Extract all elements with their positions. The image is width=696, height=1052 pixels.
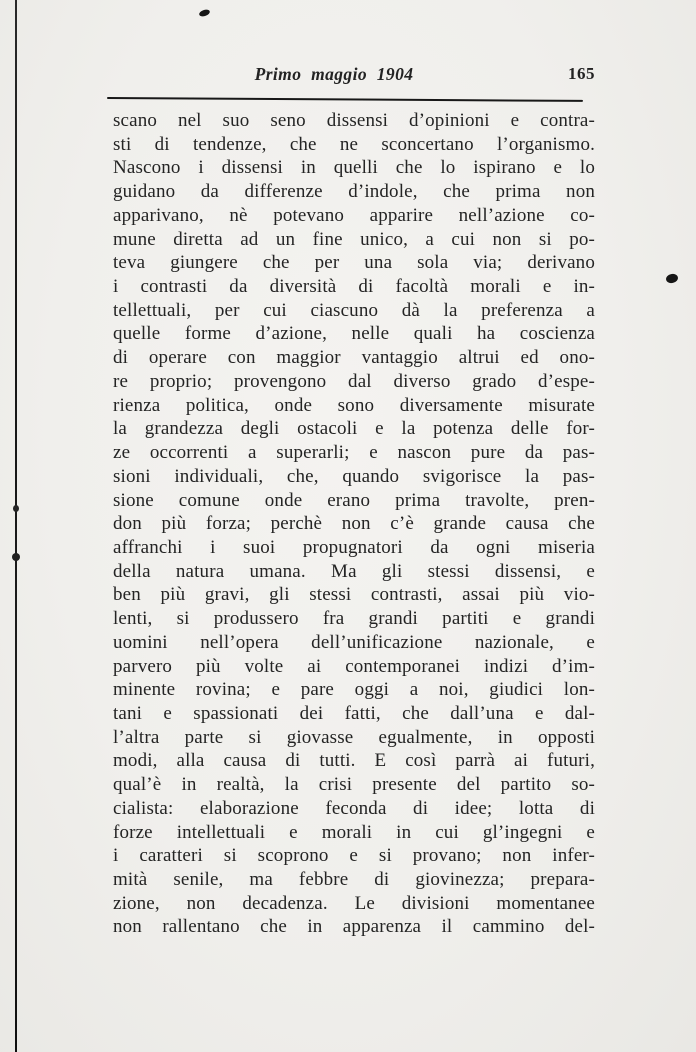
text-line: non rallentano che in apparenza il cammino del- xyxy=(113,916,595,938)
text-line: tani e spassionati dei fatti, che dall’una e dal- xyxy=(113,702,595,724)
text-line: sti di tendenze, che ne sconcertano l’organismo. xyxy=(113,133,595,155)
text-line: lenti, si produssero fra grandi partiti e grandi xyxy=(113,608,595,630)
text-line: qual’è in realtà, la crisi presente del partito so- xyxy=(113,774,595,796)
text-line: quelle forme d’azione, nelle quali ha coscienza xyxy=(113,323,595,345)
text-line: ze occorrenti a superarli; e nascon pure da pas- xyxy=(113,442,595,464)
text-line: cialista: elaborazione feconda di idee; lotta di xyxy=(113,797,595,819)
text-line: rienza politica, onde sono diversamente misurate xyxy=(113,394,595,416)
text-line: di operare con maggior vantaggio altrui ed ono- xyxy=(113,347,595,369)
body-text xyxy=(113,109,595,939)
header-rule xyxy=(107,97,583,102)
text-line: i contrasti da diversità di facoltà morali e in- xyxy=(113,276,595,298)
text-line: i caratteri si scoprono e si provano; non infer- xyxy=(113,845,595,867)
text-line: scano nel suo seno dissensi d’opinioni e contra- xyxy=(113,110,595,131)
text-line: ben più gravi, gli stessi contrasti, assai più vio- xyxy=(113,584,595,606)
text-line: minente rovina; e pare oggi a noi, giudici lon- xyxy=(113,679,595,701)
text-line: mune diretta ad un fine unico, a cui non si po- xyxy=(113,228,595,250)
text-line: Nascono i dissensi in quelli che lo ispirano e lo xyxy=(113,157,595,179)
text-line: uomini nell’opera dell’unificazione nazionale, e xyxy=(113,631,595,653)
text-line: don più forza; perchè non c’è grande causa che xyxy=(113,513,595,535)
text-line: teva giungere che per una sola via; derivano xyxy=(113,252,595,274)
text-line: guidano da differenze d’indole, che prima non xyxy=(113,181,595,203)
text-line: forze intellettuali e morali in cui gl’ingegni e xyxy=(113,821,595,843)
text-line: l’altra parte si giovasse egualmente, in opposti xyxy=(113,726,595,748)
running-head-title: Primo maggio 1904 xyxy=(254,64,414,84)
text-line: mità senile, ma febbre di giovinezza; prepara- xyxy=(113,869,595,890)
page-number: 165 xyxy=(568,64,595,83)
page-binding-edge-line xyxy=(15,0,17,1052)
text-line: modi, alla causa di tutti. E così parrà ai futuri, xyxy=(113,750,595,772)
text-line: la grandezza degli ostacoli e la potenza delle for- xyxy=(113,418,595,440)
ink-speck-top xyxy=(198,8,210,17)
text-line: apparivano, nè potevano apparire nell’azione co- xyxy=(113,204,595,226)
text-line: parvero più volte ai contemporanei indizi d’im- xyxy=(113,655,595,677)
text-line: sione comune onde erano prima travolte, pren- xyxy=(113,489,595,511)
text-line: della natura umana. Ma gli stessi dissensi, e xyxy=(113,560,595,582)
ink-speck-right xyxy=(665,273,679,284)
text-line: sioni individuali, che, quando svigorisce la pas- xyxy=(113,465,595,487)
text-line: tellettuali, per cui ciascuno dà la preferenza a xyxy=(113,299,595,321)
text-line: zione, non decadenza. Le divisioni momentanee xyxy=(113,892,595,914)
text-line: affranchi i suoi propugnatori da ogni miseria xyxy=(113,536,595,558)
text-line: re proprio; provengono dal diverso grado d’espe- xyxy=(113,370,595,392)
running-head xyxy=(113,64,595,90)
